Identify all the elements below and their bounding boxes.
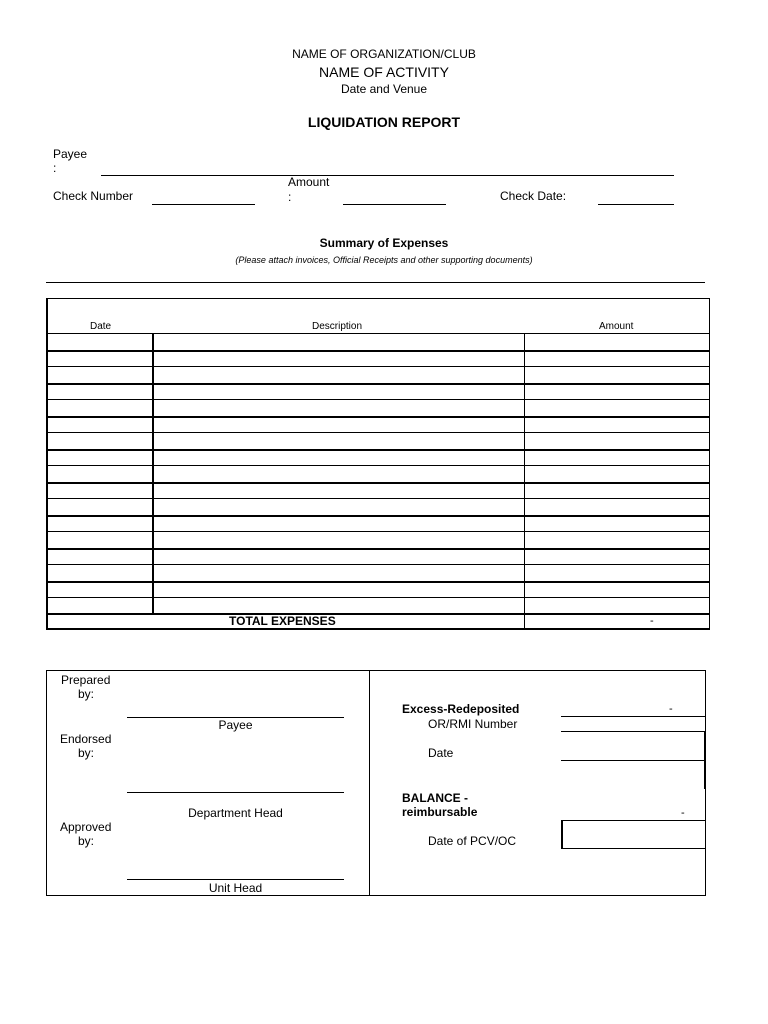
column-divider	[524, 583, 525, 598]
column-divider	[152, 484, 154, 499]
column-divider	[524, 367, 525, 383]
column-divider	[152, 400, 154, 416]
summary-title: Summary of Expenses	[319, 236, 449, 250]
organization-name: NAME OF ORGANIZATION/CLUB	[292, 47, 476, 61]
signature-box	[46, 670, 706, 896]
endorsed-role: Department Head	[188, 806, 283, 820]
column-divider	[524, 352, 525, 367]
endorsed-by-label: Endorsed	[60, 732, 112, 746]
endorsed-by-label-2: by:	[78, 746, 95, 760]
excess-redeposited-value[interactable]: -	[669, 703, 673, 715]
total-row	[48, 613, 709, 630]
table-row	[48, 515, 709, 532]
column-header-description: Description	[312, 321, 363, 332]
table-row	[48, 333, 709, 350]
column-divider	[524, 466, 525, 482]
column-divider	[524, 433, 525, 449]
column-divider	[524, 385, 525, 400]
table-row	[48, 449, 709, 466]
column-divider	[524, 334, 525, 350]
excess-field-line[interactable]	[561, 716, 705, 717]
prepared-by-label: Prepared	[61, 673, 111, 687]
column-divider	[152, 499, 154, 515]
activity-name: NAME OF ACTIVITY	[319, 64, 449, 80]
date-field-edge	[704, 731, 705, 789]
total-divider	[524, 615, 525, 628]
prepared-role: Payee	[218, 718, 253, 732]
table-row	[48, 350, 709, 367]
table-row	[48, 482, 709, 499]
table-row	[48, 564, 709, 581]
total-label: TOTAL EXPENSES	[229, 614, 336, 628]
prepared-by-label-2: by:	[78, 687, 95, 701]
balance-value[interactable]: -	[681, 807, 685, 819]
table-row	[48, 366, 709, 383]
column-divider	[152, 517, 154, 532]
column-divider	[152, 532, 154, 548]
column-divider	[152, 565, 154, 581]
check-date-label: Check Date:	[500, 189, 567, 203]
box-divider	[369, 671, 370, 895]
approved-signature-line[interactable]	[127, 879, 344, 880]
excess-redeposited-label: Excess-Redeposited	[402, 702, 520, 716]
column-divider	[524, 400, 525, 416]
table-row	[48, 432, 709, 449]
payee-label: Payee	[53, 147, 88, 161]
column-divider	[152, 352, 154, 367]
column-divider	[152, 451, 154, 466]
table-row	[48, 383, 709, 400]
approved-role: Unit Head	[208, 881, 263, 895]
column-divider	[524, 499, 525, 515]
table-row	[48, 597, 709, 614]
approved-by-label-2: by:	[78, 834, 95, 848]
check-date-field[interactable]	[598, 204, 674, 205]
payee-field[interactable]	[101, 175, 674, 176]
column-divider	[524, 550, 525, 565]
column-divider	[152, 385, 154, 400]
balance-label-2: reimbursable	[402, 805, 478, 819]
check-number-field[interactable]	[152, 204, 255, 205]
column-divider	[524, 451, 525, 466]
payee-colon: :	[53, 161, 57, 175]
date-label: Date	[428, 746, 454, 760]
column-divider	[152, 334, 154, 350]
column-divider	[524, 532, 525, 548]
column-divider	[152, 550, 154, 565]
or-rmi-label: OR/RMI Number	[428, 717, 518, 731]
column-divider	[152, 583, 154, 598]
column-divider	[152, 433, 154, 449]
approved-by-label: Approved	[60, 820, 112, 834]
expenses-rows	[48, 333, 709, 614]
table-row	[48, 465, 709, 482]
column-divider	[524, 598, 525, 614]
amount-label: Amount	[288, 175, 330, 189]
column-divider	[524, 517, 525, 532]
column-divider	[524, 484, 525, 499]
expenses-table	[46, 298, 710, 630]
divider	[46, 282, 705, 283]
column-divider	[152, 598, 154, 614]
column-divider	[152, 418, 154, 433]
pcv-date-label: Date of PCV/OC	[428, 834, 517, 848]
column-header-amount: Amount	[599, 321, 634, 332]
pcv-date-field[interactable]	[561, 820, 705, 849]
column-divider	[524, 418, 525, 433]
column-header-date: Date	[90, 321, 112, 332]
date-venue: Date and Venue	[340, 82, 428, 96]
balance-label: BALANCE -	[402, 791, 468, 805]
endorsed-signature-line[interactable]	[127, 792, 344, 793]
column-divider	[152, 466, 154, 482]
or-rmi-field-line[interactable]	[561, 731, 705, 732]
table-row	[48, 581, 709, 598]
check-number-label: Check Number	[53, 189, 134, 203]
table-row	[48, 416, 709, 433]
column-divider	[152, 367, 154, 383]
date-field-line[interactable]	[561, 760, 705, 761]
amount-colon: :	[288, 190, 292, 204]
table-row	[48, 531, 709, 548]
table-row	[48, 399, 709, 416]
total-value[interactable]: -	[650, 615, 654, 627]
report-title: LIQUIDATION REPORT	[307, 114, 461, 130]
summary-note: (Please attach invoices, Official Receipts and other supporting documents)	[235, 255, 533, 265]
table-row	[48, 548, 709, 565]
column-divider	[524, 565, 525, 581]
amount-field[interactable]	[343, 204, 446, 205]
table-row	[48, 498, 709, 515]
